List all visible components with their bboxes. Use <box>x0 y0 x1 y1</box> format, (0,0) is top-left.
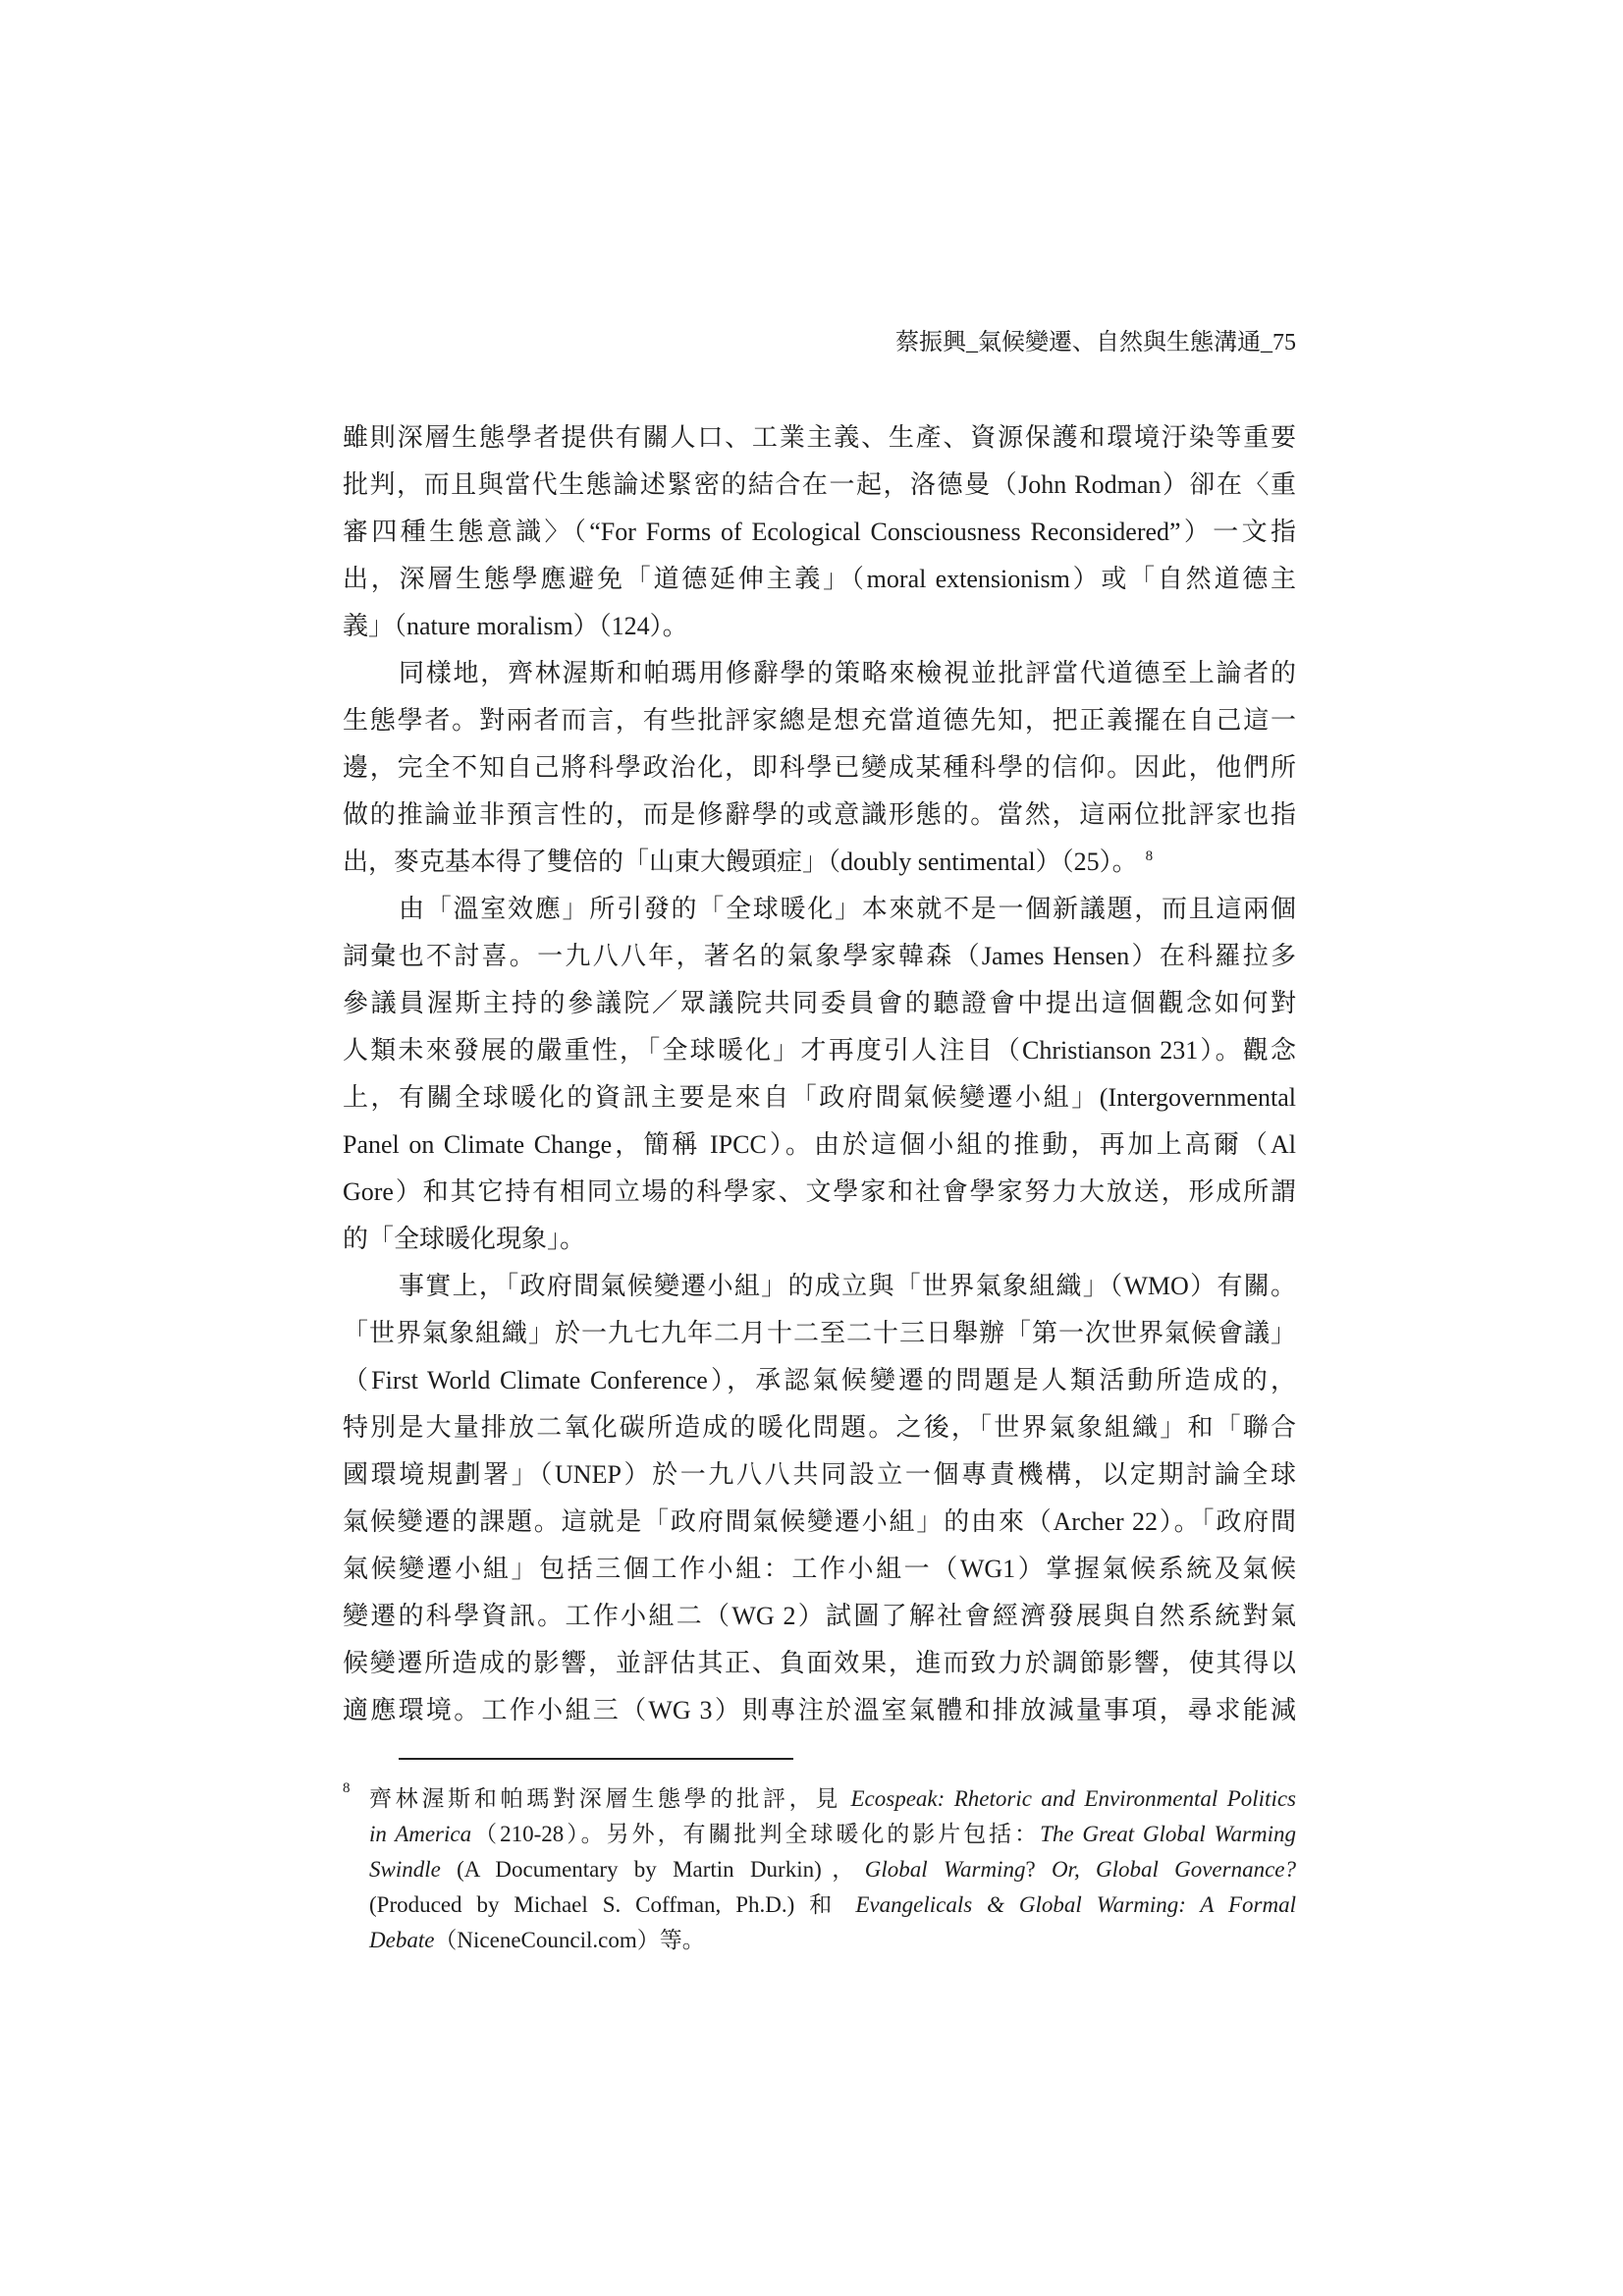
work-title: in America <box>369 1822 472 1846</box>
footnote-reference: 8 <box>1145 848 1154 865</box>
paragraph <box>343 1263 1296 1734</box>
footnote-text: ? <box>1025 1857 1052 1882</box>
footnote-line <box>369 1852 1296 1887</box>
body-line-text: 出，麥克基本得了雙倍的「山東大饅頭症」（doubly sentimental）（25）。 <box>343 847 1138 876</box>
footnote-line <box>369 1817 1296 1852</box>
work-title: Global Warming <box>864 1857 1026 1882</box>
paragraph <box>343 886 1296 1263</box>
footnote-line <box>369 1923 1296 1958</box>
body-line <box>343 839 1296 886</box>
footnote-number: 8 <box>343 1780 351 1796</box>
body-line: 義」（nature moralism）（124）。 <box>343 612 688 640</box>
body-line: 批判，而且與當代生態論述緊密的結合在一起，洛德曼（John Rodman）卻在〈重 <box>343 470 1296 499</box>
body-line: 雖則深層生態學者提供有關人口、工業主義、生產、資源保護和環境汙染等重要 <box>343 423 1296 452</box>
footnote-text: （210-28）。另外，有關批判全球暖化的影片包括： <box>471 1822 1041 1846</box>
body-line: 詞彙也不討喜。一九八八年，著名的氣象學家韓森（James Hensen）在科羅拉多 <box>343 942 1296 970</box>
footnote-text: (A Documentary by Martin Durkin)， <box>440 1857 865 1882</box>
body-line: 做的推論並非預言性的，而是修辭學的或意識形態的。當然，這兩位批評家也指 <box>343 800 1296 829</box>
body-line: 特別是大量排放二氧化碳所造成的暖化問題。之後，「世界氣象組織」和「聯合 <box>343 1413 1296 1442</box>
body-line: 審四種生態意識〉（“For Forms of Ecological Consciousness Reconsidered”）一文指 <box>343 518 1296 546</box>
body-line: 上，有關全球暖化的資訊主要是來自「政府間氣候變遷小組」(Intergovernmental <box>343 1083 1296 1112</box>
body-line: 國環境規劃署」（UNEP）於一九八八共同設立一個專責機構，以定期討論全球 <box>343 1460 1296 1489</box>
work-title: Or, Global Governance? <box>1051 1857 1297 1882</box>
body-line: 人類未來發展的嚴重性，「全球暖化」才再度引人注目（Christianson 231）。觀念 <box>343 1036 1296 1065</box>
work-title: Ecospeak: Rhetoric and Environmental Politics <box>850 1786 1296 1811</box>
body-line: 的「全球暖化現象」。 <box>343 1225 586 1253</box>
body-line: 同樣地，齊林渥斯和帕瑪用修辭學的策略來檢視並批評當代道德至上論者的 <box>399 659 1296 687</box>
body-text <box>343 414 1296 1734</box>
body-line: 由「溫室效應」所引發的「全球暖化」本來就不是一個新議題，而且這兩個 <box>399 895 1296 923</box>
body-line: 出，深層生態學應避免「道德延伸主義」（moral extensionism）或「自然道德主 <box>343 565 1296 593</box>
footnote-separator <box>399 1758 793 1760</box>
body-line: 生態學者。對兩者而言，有些批評家總是想充當道德先知，把正義擺在自己這一 <box>343 706 1296 735</box>
footnote-text: (Produced by Michael S. Coffman, Ph.D.) 和 <box>369 1892 856 1917</box>
body-line: 變遷的科學資訊。工作小組二（WG 2）試圖了解社會經濟發展與自然系統對氣 <box>343 1602 1296 1630</box>
body-line: 氣候變遷的課題。這就是「政府間氣候變遷小組」的由來（Archer 22）。「政府間 <box>343 1507 1296 1536</box>
work-title: Swindle <box>369 1857 441 1882</box>
footnote-text: 齊林渥斯和帕瑪對深層生態學的批評，見 <box>369 1786 851 1811</box>
work-title: The Great Global Warming <box>1040 1822 1296 1846</box>
body-line: Panel on Climate Change，簡稱 IPCC）。由於這個小組的推動，再加上高爾（Al <box>343 1130 1296 1159</box>
footnote-line <box>369 1887 1296 1923</box>
body-line: 氣候變遷小組」包括三個工作小組：工作小組一（WG1）掌握氣候系統及氣候 <box>343 1555 1296 1583</box>
body-line: 邊，完全不知自己將科學政治化，即科學已變成某種科學的信仰。因此，他們所 <box>343 753 1296 782</box>
paragraph <box>343 414 1296 650</box>
footnote-text: （NiceneCouncil.com）等。 <box>434 1928 705 1952</box>
body-line: 候變遷所造成的影響，並評估其正、負面效果，進而致力於調節影響，使其得以 <box>343 1649 1296 1677</box>
work-title: Debate <box>369 1928 435 1952</box>
body-line: （First World Climate Conference），承認氣候變遷的問題是人類活動所造成的， <box>343 1366 1296 1394</box>
body-line: 參議員渥斯主持的參議院／眾議院共同委員會的聽證會中提出這個觀念如何對 <box>343 989 1296 1017</box>
body-line: Gore）和其它持有相同立場的科學家、文學家和社會學家努力大放送，形成所謂 <box>343 1177 1296 1206</box>
footnote-line <box>369 1781 1296 1817</box>
body-line: 適應環境。工作小組三（WG 3）則專注於溫室氣體和排放減量事項，尋求能減 <box>343 1696 1296 1724</box>
body-line: 「世界氣象組織」於一九七九年二月十二至二十三日舉辦「第一次世界氣候會議」 <box>343 1319 1296 1347</box>
paragraph <box>343 650 1296 886</box>
body-line: 事實上，「政府間氣候變遷小組」的成立與「世界氣象組織」（WMO）有關。 <box>399 1272 1296 1300</box>
footnote <box>343 1780 1297 1958</box>
running-head: 蔡振興_氣候變遷、自然與生態溝通_75 <box>895 330 1296 355</box>
work-title: Evangelicals & Global Warming: A Formal <box>855 1892 1297 1917</box>
